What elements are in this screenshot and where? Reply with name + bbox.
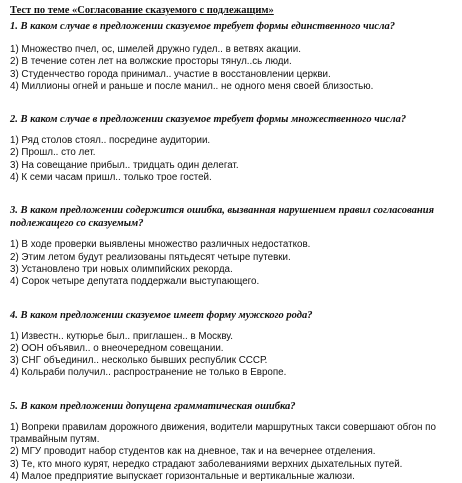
question-4-option-1: 1) Известн.. кутюрье был.. приглашен.. в Москву. — [10, 330, 233, 342]
question-1-option-2: 2) В течение сотен лет на волжские просторы тянул..сь люди. — [10, 56, 292, 68]
question-1-option-3: 3) Студенчество города принимал.. участие в восстановлении церкви. — [10, 68, 331, 80]
question-2-text: 2. В каком случае в предложении сказуемое требует формы множественного числа? — [10, 114, 407, 126]
question-3-option-2: 2) Этим летом будут реализованы пятьдесят четыре путевки. — [10, 251, 291, 263]
question-4-option-3: 3) СНГ объединил.. несколько бывших республик СССР. — [10, 355, 268, 367]
question-1-text: 1. В каком случае в предложении сказуемое требует формы единственного числа? — [10, 21, 395, 32]
question-3-text: 3. В каком предложении содержится ошибка, вызванная нарушением правил согласования подлежащего со сказуемым? — [10, 205, 434, 230]
question-5 — [10, 400, 454, 483]
question-4-text: 4. В каком предложении сказуемое имеет форму мужского рода? — [10, 309, 313, 321]
question-5-option-1: 1) Вопреки правилам дорожного движения, водители маршрутных такси совершают обгон по трамвайным путям. — [10, 421, 436, 446]
question-2-option-1: 1) Ряд столов стоял.. посредине аудитории. — [10, 135, 211, 147]
question-4-option-2: 2) ООН объявил.. о внеочередном совещании. — [10, 342, 224, 354]
question-2-option-2: 2) Прошл.. сто лет. — [10, 147, 96, 159]
question-1-option-1: 1) Множество пчел, ос, шмелей дружно гудел.. в ветвях акации. — [10, 44, 301, 55]
question-4-option-4: 4) Кольраби получил.. распространение не только в Европе. — [10, 367, 287, 379]
question-3 — [10, 204, 454, 288]
question-5-option-4: 4) Малое предприятие выпускает горизонтальные и вертикальные жалюзи. — [10, 470, 355, 482]
question-2-option-3: 3) На совещание прибыл.. тридцать один делегат. — [10, 159, 239, 171]
question-2 — [10, 113, 454, 184]
question-5-text: 5. В каком предложении допущена грамматическая ошибка? — [10, 400, 296, 412]
question-5-option-2: 2) МГУ проводит набор студентов как на дневное, так и на вечернее отделения. — [10, 446, 376, 458]
question-2-option-4: 4) К семи часам пришл.. только трое гостей. — [10, 172, 212, 184]
question-3-option-3: 3) Установлено три новых олимпийских рекорда. — [10, 263, 233, 275]
question-3-option-4: 4) Сорок четыре депутата поддержали выступающего. — [10, 276, 260, 288]
document-title: Тест по теме «Согласование сказуемого с подлежащим» — [10, 5, 274, 16]
question-4 — [10, 309, 454, 380]
question-1 — [10, 20, 454, 93]
question-1-option-4: 4) Миллионы огней и раньше и после манил.. не одного меня своей близостью. — [10, 80, 374, 92]
question-5-option-3: 3) Те, кто много курят, нередко страдают заболеваниями верхних дыхательных путей. — [10, 458, 403, 470]
question-3-option-1: 1) В ходе проверки выявлены множество различных недостатков. — [10, 239, 311, 251]
